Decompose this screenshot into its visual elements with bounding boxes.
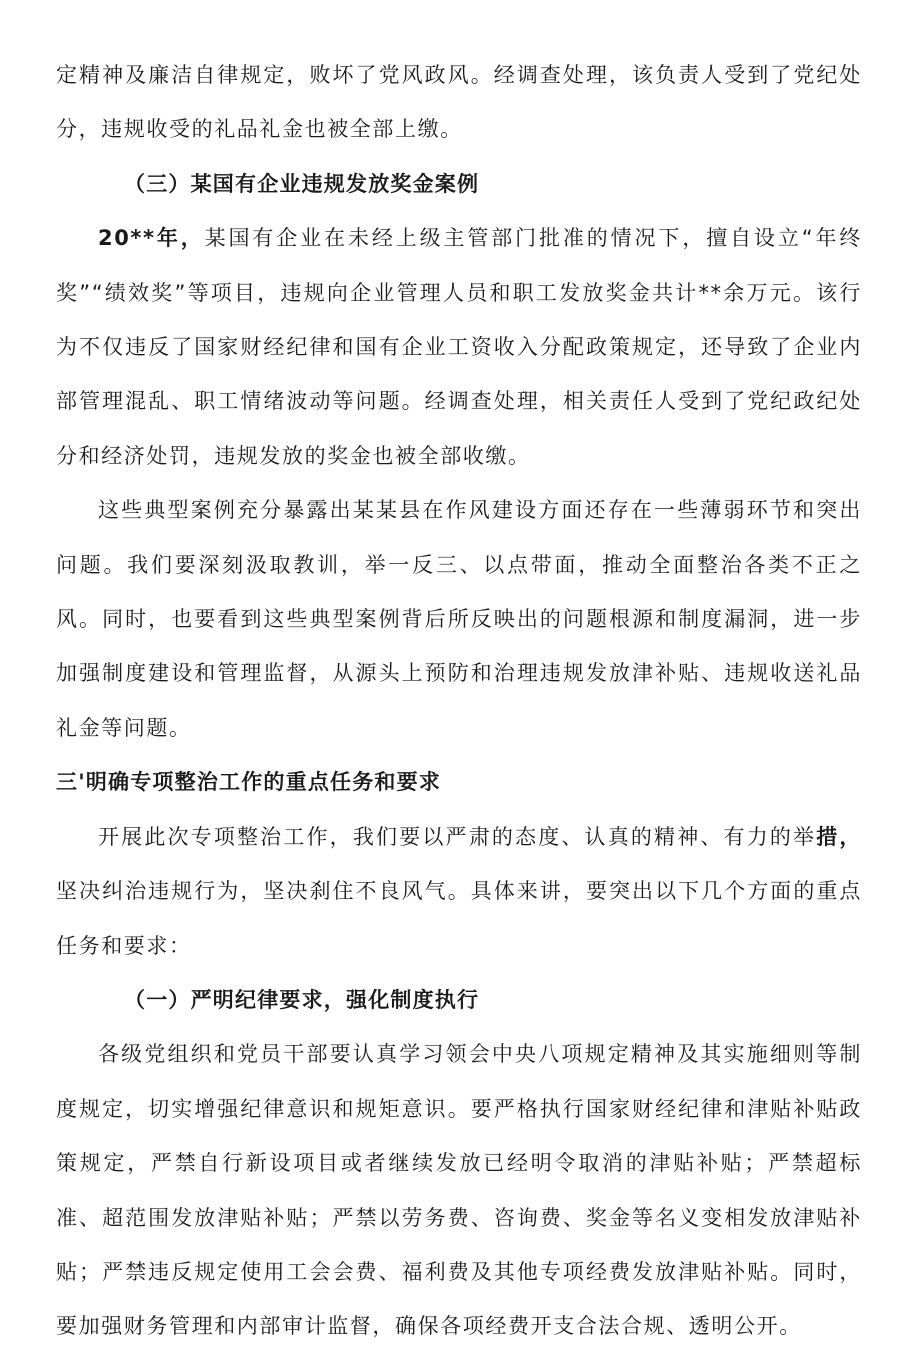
intro-text-rest: 坚决纠治违规行为，坚决刹住不良风气。具体来讲，要突出以下几个方面的重点任务和要求： — [56, 879, 862, 958]
heading-task-1: （一）严明纪律要求，强化制度执行 — [124, 987, 480, 1012]
heading-section-3: 三'明确专项整治工作的重点任务和要求 — [56, 770, 442, 795]
heading-case-3: （三）某国有企业违规发放奖金案例 — [124, 171, 480, 196]
paragraph-summary: 这些典型案例充分暴露出某某县在作风建设方面还存在一些薄弱环节和突出问题。我们要深刻汲取教训，举一反三、以点带面，推动全面整治各类不正之风。同时，也要看到这些典型案例背后所反映出的问题根源和制度漏洞，进一步加强制度建设和管理监督，从源头上预防和治理违规发放津补贴、违规收送礼品礼金等问题。 — [56, 498, 862, 740]
paragraph-continuation: 定精神及廉洁自律规定，败坏了党风政风。经调查处理，该负责人受到了党纪处分，违规收受的礼品礼金也被全部上缴。 — [56, 63, 862, 142]
paragraph-task-1: 各级党组织和党员干部要认真学习领会中央八项规定精神及其实施细则等制度规定，切实增强纪律意识和规矩意识。要严格执行国家财经纪律和津贴补贴政策规定，严禁自行新设项目或者继续发放已经明令取消的津贴补贴；严禁超标准、超范围发放津贴补贴；严禁以劳务费、咨询费、奖金等名义变相发放津贴补贴；严禁违反规定使用工会会费、福利费及其他专项经费发放津贴补贴。同时，要加强财务管理和内部审计监督，确保各项经费开支合法合规、透明公开。 — [56, 1042, 862, 1339]
paragraph-case-3 — [56, 211, 862, 483]
paragraph-intro — [56, 810, 862, 973]
case-3-body: 某国有企业在未经上级主管部门批准的情况下，擅自设立“年终奖”“绩效奖”等项目，违规向企业管理人员和职工发放奖金共计**余万元。该行为不仅违反了国家财经纪律和国有企业工资收入分配政策规定，还导致了企业内部管理混乱、职工情绪波动等问题。经调查处理，相关责任人受到了党纪政纪处分和经济处罚，违规发放的奖金也被全部收缴。 — [56, 226, 862, 468]
intro-text: 开展此次专项整治工作，我们要以严肃的态度、认真的精神、有力的举 — [98, 824, 817, 849]
year-lead: 20**年， — [98, 226, 205, 251]
intro-bold: 措， — [816, 824, 862, 849]
